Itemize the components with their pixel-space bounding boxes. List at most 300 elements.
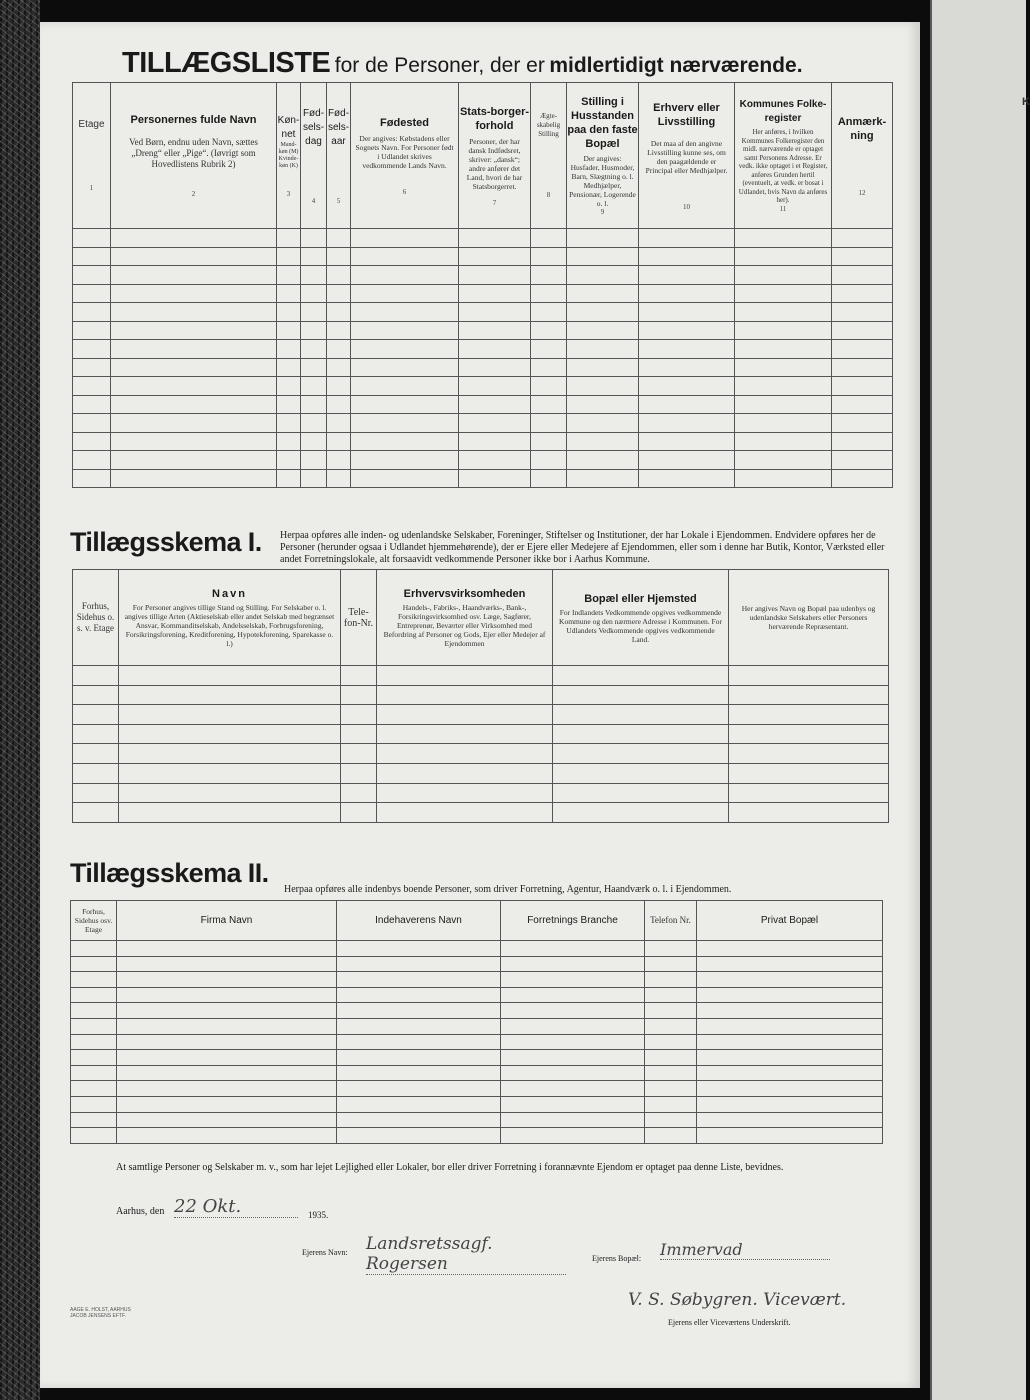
- list-cell: [531, 469, 567, 488]
- skema2-col-private-address: Privat Bopæl: [697, 901, 883, 941]
- list-cell: [531, 229, 567, 248]
- list-cell: [459, 340, 531, 359]
- list-cell: [832, 432, 893, 451]
- list-cell: [327, 229, 351, 248]
- list-cell: [459, 321, 531, 340]
- list-cell: [111, 321, 277, 340]
- list-cell: [531, 247, 567, 266]
- list-cell: [277, 266, 301, 285]
- list-cell: [327, 451, 351, 470]
- skema1-cell: [729, 763, 889, 783]
- skema1-cell: [729, 803, 889, 823]
- list-cell: [277, 395, 301, 414]
- list-cell: [301, 229, 327, 248]
- list-cell: [459, 303, 531, 322]
- list-cell: [639, 432, 735, 451]
- skema1-header-row: [73, 570, 889, 666]
- list-cell: [459, 432, 531, 451]
- list-cell: [111, 303, 277, 322]
- list-col-name: Personernes fulde Navn Ved Børn, endnu uden Navn, sættes „Dreng“ eller „Pige“. (Iøvrigt som Hovedlistens Rubrik 2) 2: [111, 83, 277, 229]
- list-cell: [351, 358, 459, 377]
- skema2-cell: [117, 1096, 337, 1112]
- skema2-cell: [71, 956, 117, 972]
- list-cell: [735, 377, 832, 396]
- skema2-cell: [645, 1096, 697, 1112]
- list-cell: [832, 321, 893, 340]
- list-cell: [567, 266, 639, 285]
- list-cell: [531, 266, 567, 285]
- printer-mark: [70, 1307, 131, 1319]
- skema2-cell: [645, 1050, 697, 1066]
- skema2-cell: [697, 1081, 883, 1097]
- list-cell: [111, 414, 277, 433]
- list-cell: [73, 340, 111, 359]
- list-cell: [327, 284, 351, 303]
- skema1-cell: [377, 783, 553, 803]
- list-cell: [832, 451, 893, 470]
- skema2-cell: [697, 1128, 883, 1144]
- skema2-body: [71, 941, 883, 1144]
- list-cell: [73, 303, 111, 322]
- skema2-cell: [337, 972, 501, 988]
- title-main: TILLÆGSLISTE: [122, 47, 331, 79]
- list-cell: [73, 469, 111, 488]
- list-cell: [567, 451, 639, 470]
- skema1-row: [73, 803, 889, 823]
- list-cell: [73, 284, 111, 303]
- skema2-cell: [337, 1003, 501, 1019]
- list-cell: [639, 451, 735, 470]
- skema2-cell: [337, 1034, 501, 1050]
- list-cell: [351, 284, 459, 303]
- list-cell: [459, 414, 531, 433]
- skema2-row: [71, 1096, 883, 1112]
- skema2-cell: [645, 1003, 697, 1019]
- skema1-cell: [553, 685, 729, 705]
- list-cell: [459, 229, 531, 248]
- list-cell: [531, 340, 567, 359]
- skema2-row: [71, 1003, 883, 1019]
- list-cell: [277, 358, 301, 377]
- skema1-title: Tillægsskema I.: [70, 527, 262, 557]
- skema1-cell: [119, 763, 341, 783]
- list-cell: [73, 358, 111, 377]
- skema1-cell: [119, 705, 341, 725]
- skema2-col-phone: Telefon Nr.: [645, 901, 697, 941]
- skema1-cell: [377, 685, 553, 705]
- skema2-cell: [501, 1128, 645, 1144]
- skema1-cell: [553, 783, 729, 803]
- skema2-cell: [697, 1096, 883, 1112]
- list-cell: [531, 321, 567, 340]
- list-cell: [111, 358, 277, 377]
- list-row: [73, 451, 893, 470]
- list-cell: [531, 395, 567, 414]
- list-cell: [73, 377, 111, 396]
- skema1-cell: [729, 724, 889, 744]
- skema1-cell: [73, 724, 119, 744]
- list-cell: [351, 377, 459, 396]
- list-cell: [735, 321, 832, 340]
- skema2-cell: [337, 1018, 501, 1034]
- list-cell: [567, 377, 639, 396]
- list-cell: [832, 284, 893, 303]
- skema2-cell: [117, 1034, 337, 1050]
- skema2-cell: [501, 1034, 645, 1050]
- skema1-cell: [341, 763, 377, 783]
- skema1-cell: [73, 666, 119, 686]
- skema2-col-branch: Forretnings Branche: [501, 901, 645, 941]
- list-cell: [327, 469, 351, 488]
- skema2-row: [71, 941, 883, 957]
- list-cell: [327, 303, 351, 322]
- list-cell: [301, 469, 327, 488]
- skema2-row: [71, 956, 883, 972]
- skema2-cell: [501, 1003, 645, 1019]
- skema2-title: Tillægsskema II.: [70, 858, 269, 888]
- skema2-cell: [501, 956, 645, 972]
- list-cell: [351, 432, 459, 451]
- list-cell: [351, 340, 459, 359]
- title-middle: for de Personer, der er: [334, 54, 545, 77]
- skema2-cell: [645, 1112, 697, 1128]
- skema2-cell: [501, 1050, 645, 1066]
- list-cell: [351, 451, 459, 470]
- skema2-cell: [501, 972, 645, 988]
- skema1-table: [72, 569, 889, 823]
- list-cell: [639, 377, 735, 396]
- skema2-col-firm: Firma Navn: [117, 901, 337, 941]
- list-row: [73, 340, 893, 359]
- skema2-cell: [71, 972, 117, 988]
- skema2-cell: [697, 1112, 883, 1128]
- owner-address-label: Ejerens Bopæl:: [592, 1254, 642, 1263]
- list-cell: [327, 432, 351, 451]
- list-col-birthplace: Fødested Der angives: Købstadens eller Sognets Navn. For Personer født i Udlandet skrives vedkommende Lands Navn. 6: [351, 83, 459, 229]
- list-cell: [327, 321, 351, 340]
- skema2-cell: [71, 1034, 117, 1050]
- list-cell: [567, 321, 639, 340]
- list-cell: [301, 395, 327, 414]
- list-cell: [327, 377, 351, 396]
- list-cell: [301, 321, 327, 340]
- list-cell: [111, 229, 277, 248]
- skema2-cell: [71, 1065, 117, 1081]
- skema2-row: [71, 1050, 883, 1066]
- skema2-cell: [645, 1018, 697, 1034]
- skema1-row: [73, 783, 889, 803]
- list-cell: [73, 321, 111, 340]
- skema1-cell: [729, 705, 889, 725]
- skema1-cell: [119, 666, 341, 686]
- list-cell: [111, 284, 277, 303]
- printer-line-2: JACOB JENSENS EFTF.: [70, 1313, 126, 1319]
- list-cell: [327, 266, 351, 285]
- list-cell: [567, 469, 639, 488]
- attestation-text: At samtlige Personer og Selskaber m. v., som har lejet Lejlighed eller Lokaler, bor eller driver Forretning i forannævnte Ejendom er optaget paa denne Liste, bevidnes.: [116, 1162, 784, 1173]
- list-cell: [351, 395, 459, 414]
- skema1-cell: [73, 705, 119, 725]
- list-row: [73, 247, 893, 266]
- list-cell: [277, 229, 301, 248]
- skema2-cell: [117, 1003, 337, 1019]
- book-spine: [0, 0, 40, 1400]
- skema2-cell: [645, 956, 697, 972]
- list-cell: [277, 340, 301, 359]
- list-cell: [277, 247, 301, 266]
- list-row: [73, 284, 893, 303]
- skema2-cell: [501, 1065, 645, 1081]
- skema2-cell: [337, 1112, 501, 1128]
- skema1-cell: [729, 685, 889, 705]
- skema1-row: [73, 685, 889, 705]
- list-cell: [351, 229, 459, 248]
- skema2-cell: [117, 987, 337, 1003]
- list-cell: [459, 247, 531, 266]
- skema1-cell: [341, 724, 377, 744]
- list-cell: [567, 340, 639, 359]
- list-cell: [301, 340, 327, 359]
- list-cell: [459, 469, 531, 488]
- skema2-col-floor: Forhus, Sidehus osv. Etage: [71, 901, 117, 941]
- list-cell: [832, 414, 893, 433]
- list-cell: [832, 377, 893, 396]
- list-row: [73, 414, 893, 433]
- list-cell: [327, 340, 351, 359]
- list-cell: [301, 266, 327, 285]
- list-cell: [111, 377, 277, 396]
- skema2-cell: [71, 987, 117, 1003]
- adjacent-page: [930, 0, 1030, 1400]
- city-label: Aarhus, den: [116, 1206, 165, 1217]
- skema2-cell: [71, 1050, 117, 1066]
- skema2-cell: [697, 1018, 883, 1034]
- list-cell: [735, 284, 832, 303]
- list-row: [73, 321, 893, 340]
- list-cell: [735, 469, 832, 488]
- list-cell: [73, 414, 111, 433]
- list-cell: [277, 432, 301, 451]
- skema2-cell: [697, 941, 883, 957]
- list-cell: [277, 284, 301, 303]
- list-cell: [277, 321, 301, 340]
- list-row: [73, 229, 893, 248]
- skema1-cell: [729, 666, 889, 686]
- skema2-cell: [697, 1050, 883, 1066]
- skema2-cell: [117, 1112, 337, 1128]
- skema2-cell: [697, 1034, 883, 1050]
- list-cell: [459, 284, 531, 303]
- skema2-cell: [501, 987, 645, 1003]
- skema1-cell: [341, 666, 377, 686]
- list-cell: [301, 284, 327, 303]
- skema2-row: [71, 1034, 883, 1050]
- owner-name-handwritten: Landsretssagf. Rogersen: [366, 1234, 566, 1275]
- list-cell: [531, 358, 567, 377]
- skema2-cell: [117, 1050, 337, 1066]
- skema2-cell: [117, 972, 337, 988]
- skema2-cell: [645, 1128, 697, 1144]
- printer-line-1: AAGE E. HOLST, AARHUS: [70, 1307, 131, 1313]
- list-cell: [327, 247, 351, 266]
- list-cell: [639, 284, 735, 303]
- list-cell: [301, 247, 327, 266]
- list-cell: [735, 340, 832, 359]
- list-cell: [567, 414, 639, 433]
- list-col-birthyear: Fød-sels-aar 5: [327, 83, 351, 229]
- skema2-cell: [337, 1065, 501, 1081]
- list-cell: [459, 395, 531, 414]
- skema2-cell: [645, 987, 697, 1003]
- skema2-cell: [697, 956, 883, 972]
- skema2-cell: [117, 941, 337, 957]
- list-cell: [735, 432, 832, 451]
- list-cell: [735, 414, 832, 433]
- list-col-remarks: Anmærk-ning 12: [832, 83, 893, 229]
- list-cell: [73, 395, 111, 414]
- adjacent-page-letter: K: [1022, 96, 1030, 108]
- skema2-cell: [645, 1081, 697, 1097]
- list-cell: [567, 303, 639, 322]
- skema1-col-phone: Tele-fon-Nr.: [341, 570, 377, 666]
- skema1-cell: [119, 803, 341, 823]
- list-cell: [73, 432, 111, 451]
- list-cell: [531, 414, 567, 433]
- list-cell: [832, 303, 893, 322]
- list-cell: [111, 247, 277, 266]
- list-col-occupation: Erhverv eller Livsstilling Det maa af den angivne Livsstilling kunne ses, om den paagældende er Principal eller Medhjælper. 10: [639, 83, 735, 229]
- list-cell: [351, 414, 459, 433]
- skema2-cell: [501, 1112, 645, 1128]
- list-col-birthday: Fød-sels-dag 4: [301, 83, 327, 229]
- list-cell: [351, 321, 459, 340]
- skema2-cell: [337, 1096, 501, 1112]
- list-cell: [327, 395, 351, 414]
- skema2-cell: [71, 941, 117, 957]
- skema1-row: [73, 763, 889, 783]
- list-cell: [327, 358, 351, 377]
- skema2-cell: [697, 1065, 883, 1081]
- skema2-cell: [117, 1081, 337, 1097]
- skema1-cell: [119, 724, 341, 744]
- owner-address-handwritten: Immervad: [660, 1240, 830, 1260]
- list-cell: [277, 451, 301, 470]
- list-cell: [73, 247, 111, 266]
- skema2-cell: [71, 1112, 117, 1128]
- list-cell: [301, 358, 327, 377]
- skema2-row: [71, 987, 883, 1003]
- list-cell: [639, 321, 735, 340]
- list-cell: [567, 247, 639, 266]
- skema1-cell: [553, 763, 729, 783]
- skema2-row: [71, 1065, 883, 1081]
- skema2-cell: [117, 1065, 337, 1081]
- skema1-col-business: Erhvervsvirksomheden Handels-, Fabriks-, Haandværks-, Bank-, Forsikringsvirksomhed osv. Læge, Sagfører, Entreprenør, Beværter eller Virksomhed med Befordring af Personer og Gods, Ejer eller Medejer af Ejendommen: [377, 570, 553, 666]
- skema2-description: Herpaa opføres alle indenbys boende Personer, som driver Forretning, Agentur, Haandværk o. l. i Ejendommen.: [284, 884, 732, 895]
- skema1-col-floor: Forhus, Sidehus o. s. v. Etage: [73, 570, 119, 666]
- list-cell: [639, 414, 735, 433]
- skema1-cell: [341, 783, 377, 803]
- skema2-row: [71, 1112, 883, 1128]
- list-cell: [832, 358, 893, 377]
- list-cell: [459, 266, 531, 285]
- skema1-cell: [377, 763, 553, 783]
- list-cell: [567, 229, 639, 248]
- skema2-cell: [71, 1003, 117, 1019]
- skema2-row: [71, 1128, 883, 1144]
- list-cell: [639, 340, 735, 359]
- skema1-cell: [377, 744, 553, 764]
- list-cell: [832, 247, 893, 266]
- list-col-register: Kommunes Folke-register Her anføres, i hvilken Kommunes Folkeregister den midl. nærværende er optaget samt Personens Adresse. Er vedk. ikke optaget i et Register, anføres Grunden hertil (eventuelt, at vedk. er bosat i Udlandet, hvis Navn da anføres her). 11: [735, 83, 832, 229]
- list-cell: [277, 303, 301, 322]
- list-cell: [531, 284, 567, 303]
- list-cell: [351, 469, 459, 488]
- list-cell: [301, 303, 327, 322]
- list-cell: [111, 266, 277, 285]
- list-cell: [531, 303, 567, 322]
- skema1-cell: [377, 705, 553, 725]
- skema1-cell: [73, 744, 119, 764]
- skema1-cell: [341, 705, 377, 725]
- skema1-cell: [729, 744, 889, 764]
- list-cell: [277, 377, 301, 396]
- list-cell: [639, 229, 735, 248]
- list-cell: [73, 229, 111, 248]
- skema1-cell: [73, 803, 119, 823]
- skema1-cell: [377, 803, 553, 823]
- list-cell: [459, 377, 531, 396]
- list-cell: [639, 303, 735, 322]
- skema1-body: [73, 666, 889, 823]
- skema1-cell: [377, 724, 553, 744]
- list-cell: [832, 469, 893, 488]
- list-cell: [567, 432, 639, 451]
- skema2-cell: [501, 1081, 645, 1097]
- list-cell: [327, 414, 351, 433]
- list-cell: [639, 469, 735, 488]
- list-row: [73, 432, 893, 451]
- list-cell: [832, 340, 893, 359]
- skema1-description: Herpaa opføres alle inden- og udenlandske Selskaber, Foreninger, Stiftelser og Institutioner, der har Lokale i Ejendommen. Endvidere opføres her de Personer (herunder ogsaa i Udlandet hjemmehørende), der er Ejere eller Medejere af Ejendommen, eller som i denne har Butik, Kontor, Værksted eller andet Forretningslokale, alt forsaavidt vedkommende Personer ikke bor i Aarhus Kommune.: [280, 530, 885, 565]
- list-cell: [73, 266, 111, 285]
- skema1-cell: [553, 666, 729, 686]
- list-cell: [459, 358, 531, 377]
- skema1-row: [73, 705, 889, 725]
- skema1-cell: [553, 744, 729, 764]
- skema2-cell: [645, 1034, 697, 1050]
- year-label: 1935.: [308, 1210, 329, 1220]
- list-cell: [832, 395, 893, 414]
- list-cell: [639, 358, 735, 377]
- list-cell: [111, 432, 277, 451]
- skema1-cell: [377, 666, 553, 686]
- skema1-row: [73, 744, 889, 764]
- list-cell: [639, 266, 735, 285]
- skema2-header-row: [71, 901, 883, 941]
- signature-label: Ejerens eller Viceværtens Underskrift.: [668, 1318, 791, 1327]
- list-col-household: Stilling i Husstanden paa den faste Bopæl Der angives: Husfader, Husmoder, Barn, Slægtning o. l. Medhjælper, Pensionær, Logerende o. l. 9: [567, 83, 639, 229]
- list-cell: [735, 451, 832, 470]
- skema2-cell: [337, 987, 501, 1003]
- list-col-citizenship: Stats-borger-forhold Personer, der har dansk Indfødsret, skriver: „dansk“; andre anfører det Land, hvori de har Statsborgerret. 7: [459, 83, 531, 229]
- skema1-cell: [553, 803, 729, 823]
- list-cell: [277, 414, 301, 433]
- list-col-etage: Etage 1: [73, 83, 111, 229]
- list-cell: [567, 284, 639, 303]
- skema2-cell: [645, 972, 697, 988]
- list-cell: [301, 451, 327, 470]
